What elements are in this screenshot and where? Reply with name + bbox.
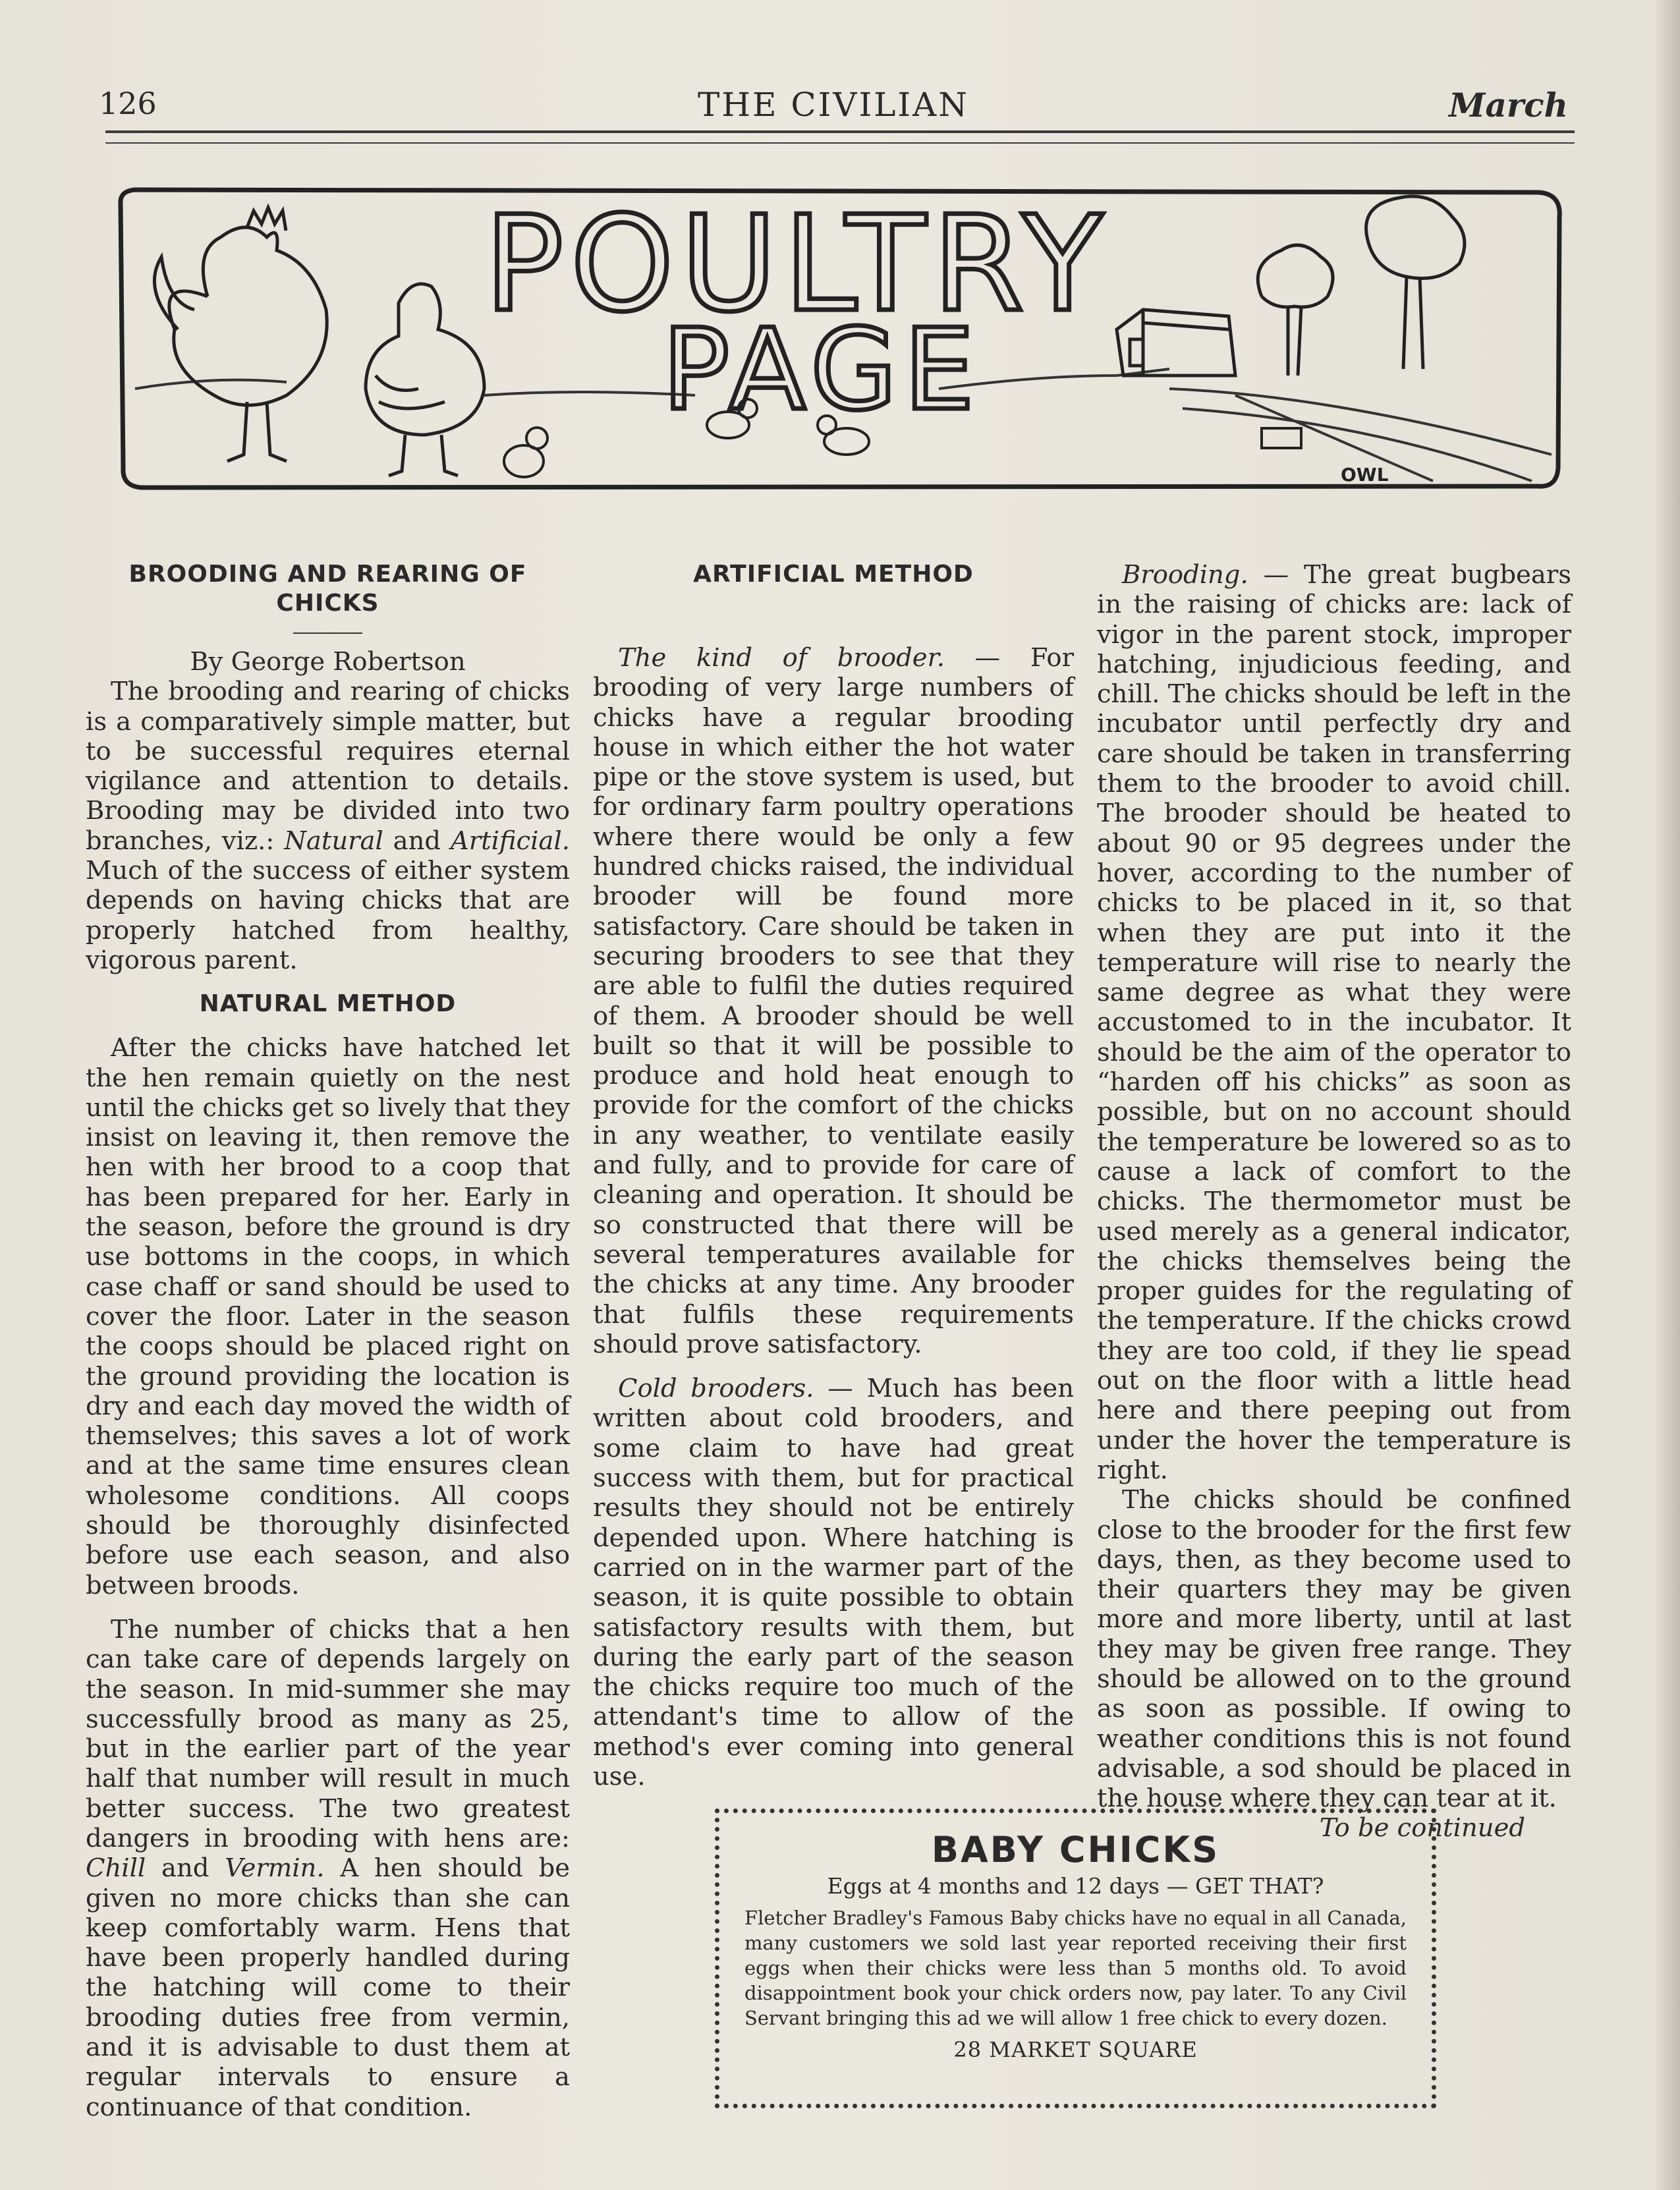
banner-illustration <box>115 178 1565 501</box>
column-1 <box>86 560 570 2122</box>
brooding-text: — The great bugbears in the raising of chicks are: lack of vigor in the parent stock, improper hatching, injudicious feeding, and chill. The chicks should be left in the incubator until perfectly dry and care should be taken in transferring them to the brooder to avoid chill. The brooder should be heated to about 90 or 95 degrees under the hover, according to the number of chicks to be placed in it, so that when they are put into it the temperature will rise to nearly the same degree as what they were accustomed to in the incubator. It should be the aim of the operator to “harden off his chicks” as soon as possible, but on no account should the temperature be lowered so as to cause a lack of comfort to the chicks. The thermometor must be used merely as a general indicator, the chicks themselves being the proper guides for the regulating of the temperature. If the chicks crowd they are too cold, if they lie spead out on the floor with a little head here and there peeping out from under the hover the temperature is right. <box>1097 560 1571 1485</box>
banner-title-line2: PAGE <box>662 305 982 435</box>
baby-chicks-advertisement <box>715 1809 1436 2108</box>
column-3 <box>1097 560 1571 1843</box>
natural-p2-text-a: The number of chicks that a hen can take care of depends largely on the season. In mid-summer she may successfully brood as many as 25, but in the earlier part of the year half that number will result in much better success. The two greatest dangers in brooding with hens are: <box>86 1614 570 1853</box>
natural-method-heading: NATURAL METHOD <box>199 990 457 1018</box>
natural-paragraph-1: After the chicks have hatched let the hen remain quietly on the nest until the chicks get so lively that they insist on leaving it, then remove the hen with her brood to a coop that has been prepared for her. Early in the season, before the ground is dry use bottoms in the coops, in which case chaff or sand should be used to cover the floor. Later in the season the coops should be placed right on the ground providing the location is dry and each day moved the width of themselves; this saves a lot of work and at the same time ensures clean wholesome conditions. All coops should be thoroughly disinfected before use each season, and also between broods. <box>86 1033 570 1600</box>
intro-and: and <box>383 826 451 856</box>
rooster-drawing <box>154 208 327 461</box>
banner-title-line1: POULTRY <box>484 188 1109 341</box>
natural-p2-chill: Chill <box>86 1853 146 1884</box>
running-header <box>99 79 1568 138</box>
cold-brooders-text: — Much has been written about cold brooders, and some claim to have had great success with them, but for practical results they should not be entirely depended upon. Where hatching is carried on in the warmer part of the season, it is quite possible to obtain satisfactory results with them, but during the early part of the season the chicks require too much of the attendant's time to allow of the method's ever coming into general use. <box>593 1374 1074 1791</box>
cold-brooders-paragraph <box>593 1374 1074 1791</box>
kind-of-brooder-lead: The kind of brooder. <box>618 643 945 673</box>
journal-title: THE CIVILIAN <box>697 86 970 124</box>
natural-p2-text-b: A hen should be given no more chicks than she can keep comfortably warm. Hens that have been properly handled during the hatching will come to their brooding duties free from vermin, and it is advisable to dust them at regular intervals to ensure a continuance of that condition. <box>86 1853 570 2122</box>
brooder-house-drawing <box>1117 310 1235 376</box>
natural-p2-vermin: Vermin. <box>225 1853 325 1884</box>
brooding-lead: Brooding. <box>1122 560 1248 590</box>
confinement-paragraph: The chicks should be confined close to the brooder for the first few days, then, as they become used to their quarters they may be given more and more liberty, until at last they may be given free range. They should be allowed on to the ground as soon as possible. If owing to weather conditions this is not found advisable, a sod should be placed in the house where they can tear at it. <box>1097 1485 1571 1814</box>
intro-artificial: Artificial. <box>450 826 570 856</box>
intro-paragraph <box>86 677 570 975</box>
intro-text-a: The brooding and rearing of chicks is a comparatively simple matter, but to be successful requires eternal vigilance and attention to details. Brooding may be divided into two branches, viz.: <box>86 677 570 856</box>
heading-spacer <box>799 615 868 617</box>
artist-signature: OWL <box>1341 464 1389 486</box>
tree-drawings <box>1258 196 1465 376</box>
ad-tagline: Eggs at 4 months and 12 days — GET THAT? <box>827 1873 1324 1899</box>
page-number: 126 <box>99 86 157 121</box>
to-be-continued: To be continued <box>1319 1813 1525 1843</box>
article-heading-line1: BROODING AND REARING OF <box>128 561 527 588</box>
page-edge-shadow <box>1654 0 1680 2190</box>
hen-drawing <box>366 284 484 476</box>
intro-text-b: Much of the success of either system depends on having chicks that are properly hatched from healthy, vigorous parent. <box>86 856 570 975</box>
header-rule <box>105 130 1575 144</box>
artificial-method-heading: ARTIFICIAL METHOD <box>693 561 974 588</box>
poultry-page-banner <box>115 178 1565 501</box>
natural-paragraph-2 <box>86 1615 570 2122</box>
brooding-paragraph <box>1097 560 1571 1485</box>
article-heading-line2: CHICKS <box>276 590 379 617</box>
kind-of-brooder-text: — For brooding of very large numbers of chicks have a regular brooding house in which either the hot water pipe or the stove system is used, but for ordinary farm poultry operations where there would be only a few hundred chicks raised, the individual brooder will be found more satisfactory. Care should be taken in securing brooders to see that they are able to fulfil the duties required of them. A brooder should be well built so that it will be possible to produce and hold heat enough to provide for the comfort of the chicks in any weather, to ventilate easily and fully, and to provide for care of cleaning and operation. It should be so constructed that there will be several temperatures available for the chicks at any time. Any brooder that fulfils these requirements should prove satisfactory. <box>593 643 1075 1359</box>
natural-p2-and: and <box>146 1853 225 1884</box>
cold-brooders-lead: Cold brooders. <box>618 1374 814 1404</box>
ad-body: Fletcher Bradley's Famous Baby chicks have no equal in all Canada, many customers we sold last year reported receiving their first eggs when their chicks were less than 5 months old. To avoid disappointment book your chick orders now, pay later. To any Civil Servant bringing this ad we will allow 1 free chick to every dozen. <box>744 1907 1407 2029</box>
byline: By George Robertson <box>190 647 466 677</box>
column-2 <box>593 560 1074 1791</box>
issue-month: March <box>1449 86 1568 125</box>
intro-natural: Natural <box>284 826 383 856</box>
heading-rule <box>293 632 362 634</box>
kind-of-brooder-paragraph <box>593 643 1074 1359</box>
ad-title: BABY CHICKS <box>931 1829 1220 1870</box>
ad-address: 28 MARKET SQUARE <box>953 2037 1198 2062</box>
